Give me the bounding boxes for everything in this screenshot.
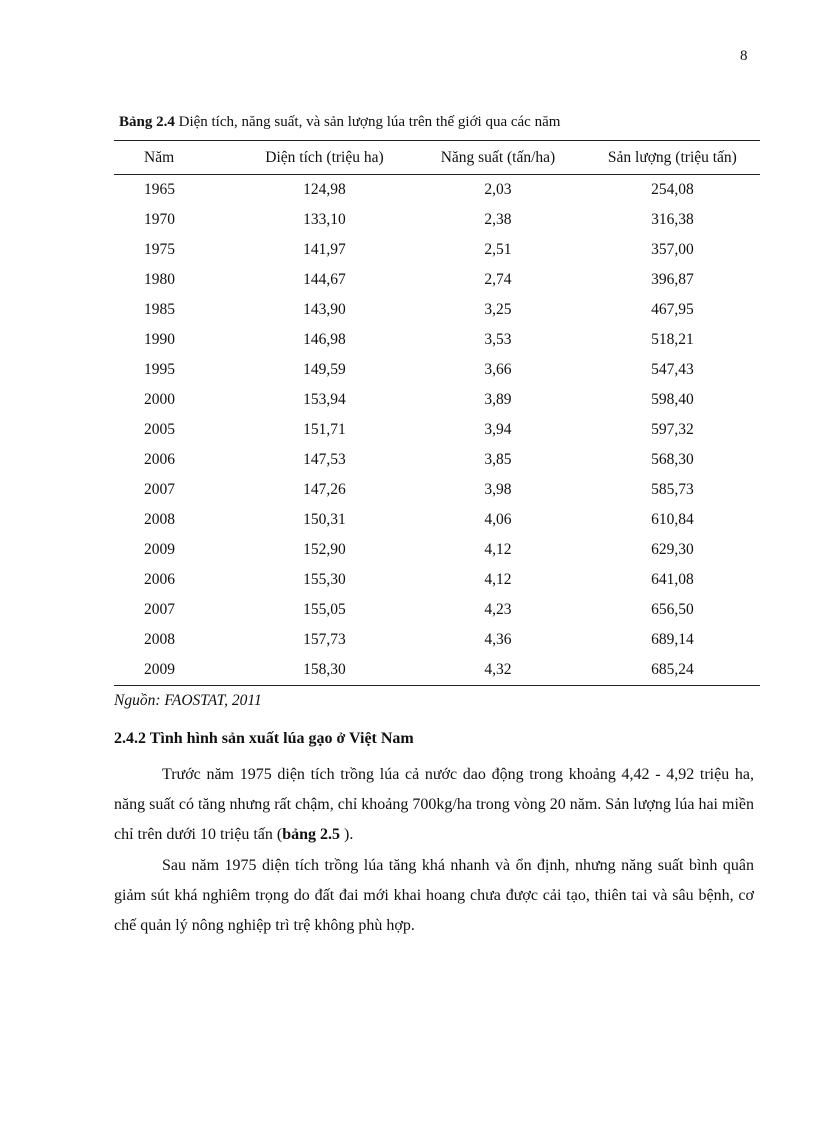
cell-yield: 2,03 [484,181,512,198]
cell-year: 1995 [144,361,175,378]
cell-year: 1980 [144,271,175,288]
cell-production: 685,24 [585,655,760,686]
table-caption-label: Bảng 2.4 [119,114,175,130]
table-row [114,235,760,265]
cell-area: 144,67 [303,271,346,288]
table-row [114,625,760,655]
cell-area: 150,31 [303,511,346,528]
cell-production: 610,84 [651,511,694,528]
cell-production: 585,73 [651,481,694,498]
table-row [114,505,760,535]
page-number: 8 [740,48,748,64]
table-row [114,565,760,595]
cell-production: 254,08 [651,181,694,198]
cell-yield: 2,74 [484,271,512,288]
cell-area: 146,98 [303,331,346,348]
cell-yield: 3,66 [484,361,512,378]
cell-area: 157,73 [303,631,346,648]
rice-statistics-table [114,140,760,686]
cell-production: 357,00 [651,241,694,258]
header-production: Sản lượng (triệu tấn) [585,141,760,175]
table-row [114,175,760,206]
table-row [114,355,760,385]
table-row [114,295,760,325]
table-row [114,265,760,295]
cell-year: 1985 [144,301,175,318]
cell-year: 2009 [114,655,238,686]
cell-production: 656,50 [651,601,694,618]
cell-year: 2007 [144,601,175,618]
table-row [114,475,760,505]
table-row [114,595,760,625]
cell-production: 547,43 [651,361,694,378]
cell-year: 2008 [144,511,175,528]
cell-production: 518,21 [651,331,694,348]
cell-year: 2005 [144,421,175,438]
header-year: Năm [114,141,238,175]
cell-yield: 4,32 [411,655,585,686]
cell-area: 147,26 [303,481,346,498]
cell-year: 2006 [144,451,175,468]
cell-production: 568,30 [651,451,694,468]
cell-area: 143,90 [303,301,346,318]
cell-area: 158,30 [238,655,411,686]
cell-year: 1970 [144,211,175,228]
cell-area: 124,98 [303,181,346,198]
cell-yield: 3,89 [484,391,512,408]
table-row [114,445,760,475]
cell-yield: 4,12 [484,571,512,588]
table-row [114,325,760,355]
cell-year: 2006 [144,571,175,588]
paragraph-1-end: ). [340,826,354,843]
cell-area: 155,05 [303,601,346,618]
table-row [114,655,760,686]
cell-area: 133,10 [303,211,346,228]
cell-production: 467,95 [651,301,694,318]
table-reference: bảng 2.5 [282,826,340,843]
cell-area: 155,30 [303,571,346,588]
cell-year: 1990 [144,331,175,348]
cell-production: 316,38 [651,211,694,228]
cell-yield: 3,53 [484,331,512,348]
cell-year: 1965 [144,181,175,198]
cell-area: 141,97 [303,241,346,258]
cell-yield: 4,12 [484,541,512,558]
cell-yield: 4,06 [484,511,512,528]
cell-production: 597,32 [651,421,694,438]
cell-area: 152,90 [303,541,346,558]
cell-yield: 3,25 [484,301,512,318]
table-body [114,175,760,686]
cell-year: 2008 [144,631,175,648]
cell-yield: 4,36 [484,631,512,648]
table-header-row [114,141,760,175]
table-caption [119,114,560,131]
header-area: Diện tích (triệu ha) [238,141,411,175]
cell-year: 2007 [144,481,175,498]
cell-year: 1975 [144,241,175,258]
cell-production: 629,30 [651,541,694,558]
cell-area: 149,59 [303,361,346,378]
cell-yield: 4,23 [484,601,512,618]
cell-yield: 3,85 [484,451,512,468]
paragraph-1-text: Trước năm 1975 diện tích trồng lúa cả nước dao động trong khoảng 4,42 - 4,92 triệu ha, năng suất có tăng nhưng rất chậm, chỉ khoảng 700kg/ha trong vòng 20 năm. Sản lượng lúa hai miền chỉ trên dưới 10 triệu tấn ( [114,766,754,843]
section-heading: 2.4.2 Tình hình sản xuất lúa gạo ở Việt Nam [114,730,414,747]
cell-area: 151,71 [303,421,346,438]
cell-area: 147,53 [303,451,346,468]
table-row [114,385,760,415]
table-caption-text: Diện tích, năng suất, và sản lượng lúa trên thế giới qua các năm [174,114,561,130]
cell-yield: 2,38 [484,211,512,228]
paragraph-1 [114,760,754,850]
cell-yield: 3,98 [484,481,512,498]
table-source: Nguồn: FAOSTAT, 2011 [114,692,262,709]
table-row [114,415,760,445]
header-yield: Năng suất (tấn/ha) [411,141,585,175]
paragraph-2: Sau năm 1975 diện tích trồng lúa tăng khá nhanh và ổn định, nhưng năng suất bình quân giảm sút khá nghiêm trọng do đất đai mới khai hoang chưa được cải tạo, thiên tai và sâu bệnh, cơ chế quản lý nông nghiệp trì trệ không phù hợp. [114,857,754,934]
cell-yield: 2,51 [484,241,512,258]
cell-year: 2009 [144,541,175,558]
cell-production: 641,08 [651,571,694,588]
cell-year: 2000 [144,391,175,408]
cell-production: 396,87 [651,271,694,288]
cell-production: 689,14 [651,631,694,648]
table-row [114,205,760,235]
body-text [114,760,754,942]
cell-yield: 3,94 [484,421,512,438]
table-row [114,535,760,565]
cell-area: 153,94 [303,391,346,408]
cell-production: 598,40 [651,391,694,408]
